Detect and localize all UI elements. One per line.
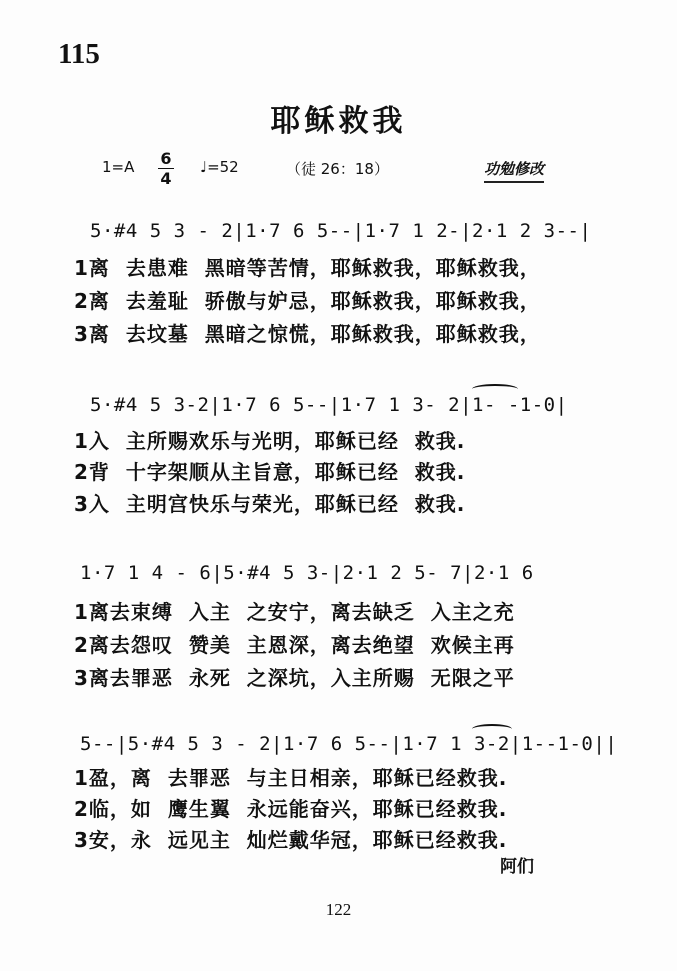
lyric-line-3-3: 3离去罪恶 永死 之深坑，入主所赐 无限之平 (74, 666, 515, 690)
lyric-line-4-3: 3安，永 远见主 灿烂戴华冠，耶稣已经救我. (74, 828, 508, 852)
notation-line-4: 5--|5·#4 5 3 - 2|1·7 6 5--|1·7 1 3-2|1--1-0|| (80, 733, 618, 755)
notation-line-3: 1·7 1 4 - 6|5·#4 5 3-|2·1 2 5- 7|2·1 6 (80, 562, 534, 584)
amen-text: 阿们 (500, 857, 534, 877)
time-signature-top: 6 (160, 149, 172, 168)
tie-mark (472, 724, 512, 734)
time-signature-bottom: 4 (160, 169, 172, 188)
hymn-title: 耶稣救我 (270, 104, 407, 139)
lyric-line-2-3: 3入 主明宫快乐与荣光，耶稣已经 救我. (74, 492, 466, 516)
notation-line-1: 5·#4 5 3 - 2|1·7 6 5--|1·7 1 2-|2·1 2 3--| (90, 220, 592, 242)
arranger-credit: 功勉修改 (484, 158, 544, 183)
lyric-line-3-2: 2离去怨叹 赞美 主恩深，离去绝望 欢候主再 (74, 633, 515, 657)
lyric-line-1-2: 2离 去羞耻 骄傲与妒忌，耶稣救我，耶稣救我， (74, 289, 541, 313)
hymn-number: 115 (58, 38, 100, 70)
page-number: 122 (325, 900, 352, 919)
lyric-line-4-2: 2临，如 鹰生翼 永远能奋兴，耶稣已经救我. (74, 797, 508, 821)
time-signature (156, 150, 176, 187)
lyric-line-3-1: 1离去束缚 入主 之安宁，离去缺乏 入主之充 (74, 600, 515, 624)
scripture-reference: （徒 26：18） (286, 160, 389, 178)
notation-line-2: 5·#4 5 3-2|1·7 6 5--|1·7 1 3- 2|1- -1-0| (90, 394, 568, 416)
lyric-line-2-2: 2背 十字架顺从主旨意，耶稣已经 救我. (74, 460, 466, 484)
tempo-marking: ♩=52 (200, 158, 239, 176)
lyric-line-2-1: 1入 主所赐欢乐与光明，耶稣已经 救我. (74, 429, 466, 453)
lyric-line-1-1: 1离 去患难 黑暗等苦情，耶稣救我，耶稣救我， (74, 256, 541, 280)
lyric-line-4-1: 1盈，离 去罪恶 与主日相亲，耶稣已经救我. (74, 766, 508, 790)
key-signature: 1=A (102, 158, 135, 176)
tie-mark (472, 384, 518, 394)
lyric-line-1-3: 3离 去坟墓 黑暗之惊慌，耶稣救我，耶稣救我， (74, 322, 541, 346)
